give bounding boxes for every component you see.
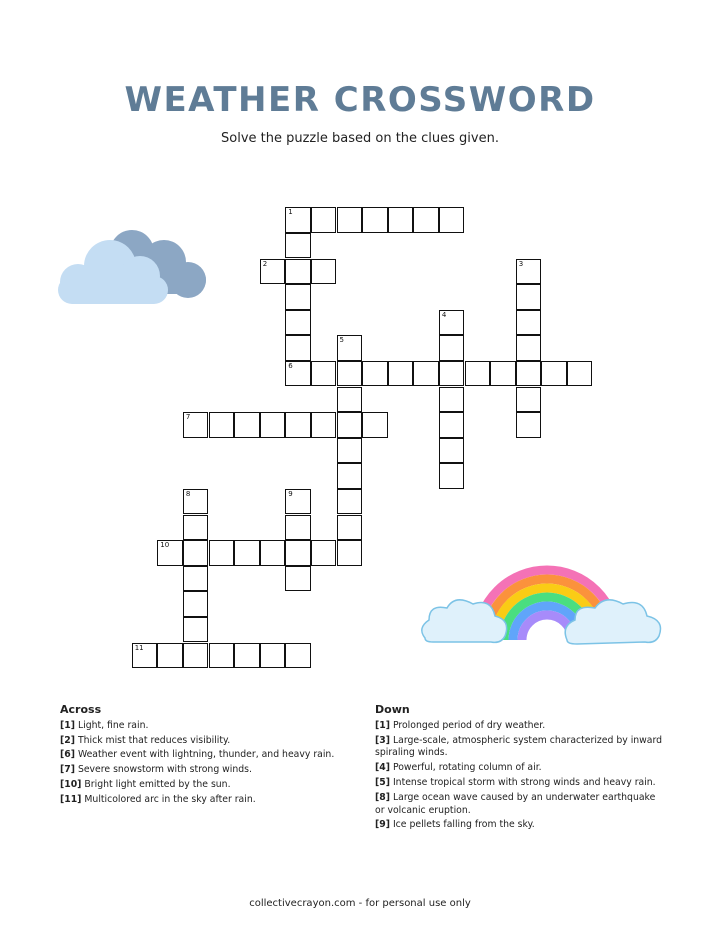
crossword-cell[interactable]: [209, 643, 235, 669]
clue-number: 1: [288, 208, 293, 217]
crossword-cell[interactable]: [439, 387, 465, 413]
crossword-cell[interactable]: [439, 412, 465, 438]
down-heading: Down: [375, 703, 410, 716]
crossword-cell[interactable]: [413, 207, 439, 233]
crossword-cell[interactable]: [516, 412, 542, 438]
crossword-cell[interactable]: [516, 259, 542, 285]
crossword-cell[interactable]: [388, 361, 414, 387]
crossword-cell[interactable]: [157, 540, 183, 566]
clue-number: 2: [262, 259, 268, 268]
clue-number: 6: [288, 361, 293, 370]
page-subtitle: Solve the puzzle based on the clues given.: [221, 131, 499, 146]
clue-across-6: [6] Weather event with lightning, thunder, and heavy rain.: [60, 749, 335, 761]
crossword-cell[interactable]: [516, 284, 542, 310]
clue-number: 4: [441, 310, 447, 319]
crossword-cell[interactable]: [285, 361, 311, 387]
crossword-cell[interactable]: [285, 412, 311, 438]
clue-across-10: [10] Bright light emitted by the sun.: [60, 778, 231, 790]
clue-across-2: [2] Thick mist that reduces visibility.: [60, 734, 231, 746]
crossword-cell[interactable]: [362, 412, 388, 438]
crossword-cell[interactable]: [490, 361, 516, 387]
clue-down-1: [1] Prolonged period of dry weather.: [375, 719, 546, 731]
crossword-cell[interactable]: [183, 540, 209, 566]
crossword-cell[interactable]: [183, 412, 209, 438]
crossword-cell[interactable]: [311, 540, 337, 566]
crossword-cell[interactable]: [285, 310, 311, 336]
clue-number: 9: [288, 489, 293, 498]
page-title: WEATHER CROSSWORD: [124, 80, 596, 120]
crossword-cell[interactable]: [337, 489, 363, 515]
clue-down-5: [5] Intense tropical storm with strong winds and heavy rain.: [375, 776, 656, 788]
crossword-cell[interactable]: [337, 361, 363, 387]
crossword-cell[interactable]: [183, 591, 209, 617]
down-clues: [375, 704, 665, 834]
crossword-cell[interactable]: [285, 233, 311, 259]
clue-number: 10: [160, 541, 170, 550]
clue-number: 8: [185, 489, 191, 498]
crossword-cell[interactable]: [388, 207, 414, 233]
crossword-cell[interactable]: [311, 361, 337, 387]
crossword-cell[interactable]: [337, 335, 363, 361]
crossword-cell[interactable]: [285, 643, 311, 669]
crossword-cell[interactable]: [337, 387, 363, 413]
crossword-cell[interactable]: [285, 489, 311, 515]
crossword-cell[interactable]: [439, 207, 465, 233]
crossword-cell[interactable]: [337, 540, 363, 566]
clue-down-3: [3] Large-scale, atmospheric system characterized by inward spiraling winds.: [375, 734, 663, 759]
crossword-cell[interactable]: [439, 361, 465, 387]
crossword-cell[interactable]: [439, 438, 465, 464]
clue-down-4: [4] Powerful, rotating column of air.: [375, 762, 542, 774]
crossword-cell[interactable]: [516, 361, 542, 387]
across-heading: Across: [60, 703, 102, 716]
crossword-cell[interactable]: [337, 515, 363, 541]
crossword-cell[interactable]: [337, 207, 363, 233]
crossword-cell[interactable]: [439, 335, 465, 361]
crossword-cell[interactable]: [183, 566, 209, 592]
crossword-cell[interactable]: [567, 361, 593, 387]
crossword-cell[interactable]: [285, 259, 311, 285]
crossword-cell[interactable]: [285, 207, 311, 233]
crossword-cell[interactable]: [183, 617, 209, 643]
crossword-cell[interactable]: [234, 540, 260, 566]
crossword-cell[interactable]: [413, 361, 439, 387]
crossword-cell[interactable]: [209, 540, 235, 566]
clue-number: 7: [185, 413, 191, 422]
crossword-cell[interactable]: [260, 412, 286, 438]
clue-number: 5: [339, 336, 344, 345]
crossword-cell[interactable]: [209, 412, 235, 438]
crossword-cell[interactable]: [439, 310, 465, 336]
crossword-cell[interactable]: [516, 335, 542, 361]
crossword-cell[interactable]: [439, 463, 465, 489]
across-clues: [60, 704, 350, 809]
crossword-cell[interactable]: [541, 361, 567, 387]
crossword-cell[interactable]: [337, 463, 363, 489]
clue-across-11: [11] Multicolored arc in the sky after rain.: [60, 793, 256, 805]
crossword-cell[interactable]: [260, 540, 286, 566]
crossword-cell[interactable]: [516, 387, 542, 413]
crossword-cell[interactable]: [157, 643, 183, 669]
crossword-cell[interactable]: [285, 566, 311, 592]
crossword-cell[interactable]: [234, 643, 260, 669]
crossword-cell[interactable]: [311, 412, 337, 438]
crossword-cell[interactable]: [285, 515, 311, 541]
crossword-cell[interactable]: [285, 335, 311, 361]
clue-across-1: [1] Light, fine rain.: [60, 719, 149, 731]
crossword-cell[interactable]: [183, 643, 209, 669]
crossword-cell[interactable]: [311, 207, 337, 233]
crossword-cell[interactable]: [516, 310, 542, 336]
crossword-cell[interactable]: [311, 259, 337, 285]
footer-credit: collectivecrayon.com - for personal use only: [249, 898, 471, 909]
crossword-cell[interactable]: [183, 489, 209, 515]
crossword-cell[interactable]: [362, 207, 388, 233]
clue-number: 11: [134, 643, 144, 652]
crossword-cell[interactable]: [337, 438, 363, 464]
crossword-cell[interactable]: [183, 515, 209, 541]
clue-across-7: [7] Severe snowstorm with strong winds.: [60, 764, 252, 776]
clue-down-8: [8] Large ocean wave caused by an underwater earthquake or volcanic eruption.: [375, 791, 656, 816]
crossword-cell[interactable]: [337, 412, 363, 438]
clue-down-9: [9] Ice pellets falling from the sky.: [375, 819, 535, 831]
crossword-cell[interactable]: [260, 259, 286, 285]
crossword-cell[interactable]: [362, 361, 388, 387]
clue-number: 3: [518, 259, 524, 268]
crossword-cell[interactable]: [260, 643, 286, 669]
crossword-cell[interactable]: [285, 284, 311, 310]
crossword-cell[interactable]: [285, 540, 311, 566]
crossword-cell[interactable]: [234, 412, 260, 438]
crossword-cell[interactable]: [132, 643, 158, 669]
crossword-cell[interactable]: [465, 361, 491, 387]
